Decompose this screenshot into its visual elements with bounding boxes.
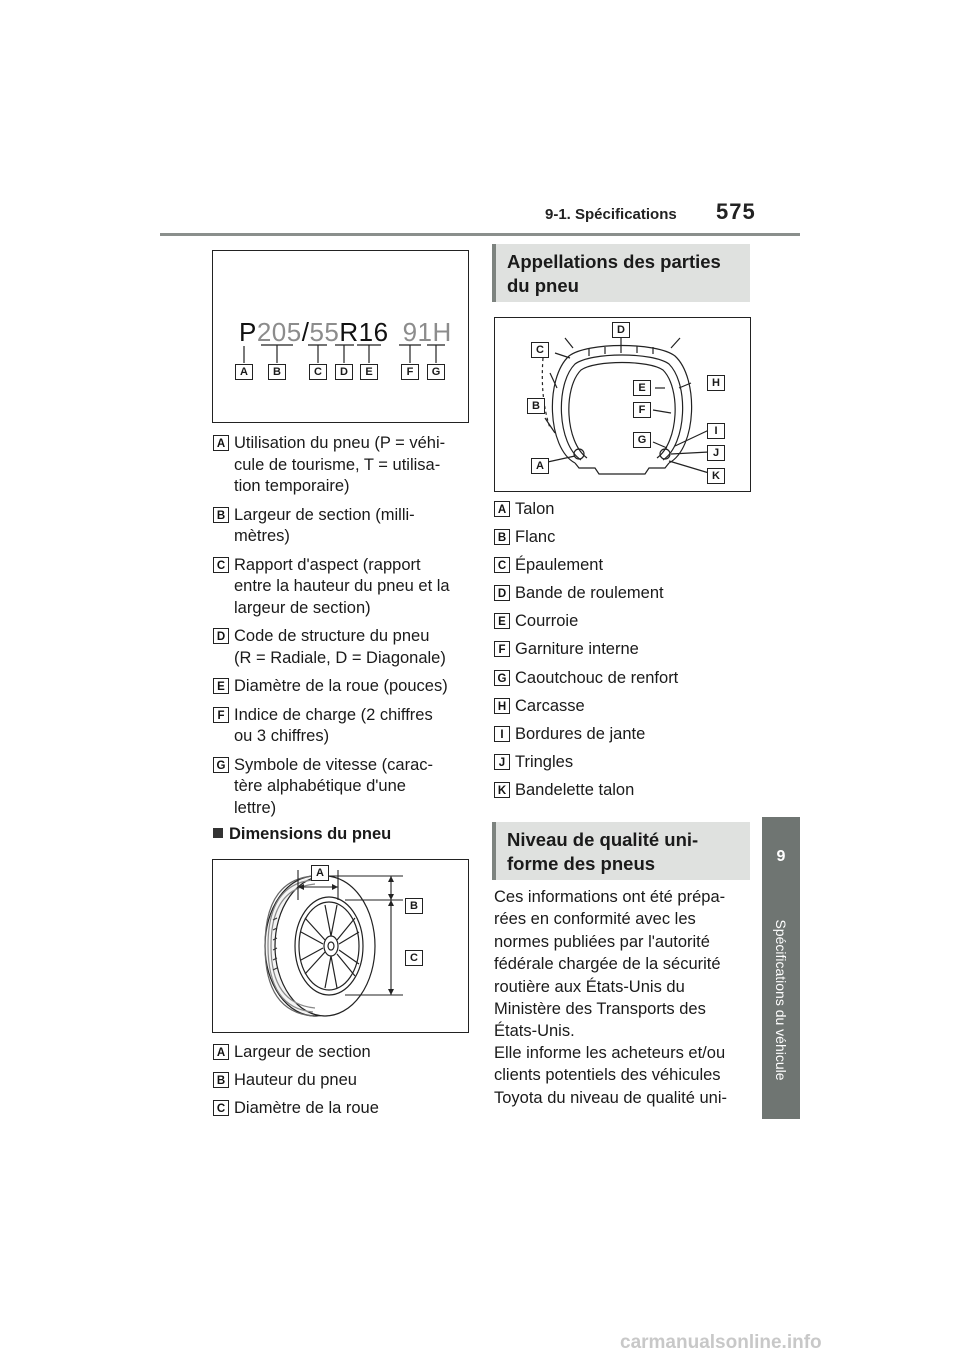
item-letter-tag: E bbox=[213, 678, 229, 694]
part-item bbox=[494, 639, 749, 661]
part-label-a: A bbox=[531, 458, 549, 474]
code-label-e: E bbox=[360, 364, 378, 380]
part-item bbox=[494, 611, 749, 633]
item-letter-tag: B bbox=[213, 507, 229, 523]
item-letter-tag: D bbox=[213, 628, 229, 644]
chapter-title: Spécifications du véhicule bbox=[773, 919, 789, 1081]
item-letter-tag: B bbox=[494, 529, 510, 545]
item-text: Talon bbox=[515, 500, 555, 518]
part-item bbox=[494, 696, 749, 718]
item-letter-tag: B bbox=[213, 1072, 229, 1088]
code-label-b: B bbox=[268, 364, 286, 380]
code-label-f: F bbox=[401, 364, 419, 380]
part-label-f: F bbox=[633, 402, 651, 418]
code-label-d: D bbox=[335, 364, 353, 380]
item-text: Bordures de jante bbox=[515, 724, 646, 743]
item-text: Symbole de vitesse (carac- tère alphabétique d'une lettre) bbox=[234, 755, 433, 817]
section-title: 9-1. Spécifications bbox=[545, 206, 677, 223]
tire-code-segment: 55 bbox=[309, 317, 340, 347]
item-text: Carcasse bbox=[515, 696, 585, 715]
part-label-b: B bbox=[527, 398, 545, 414]
page-number: 575 bbox=[716, 199, 756, 224]
item-text: Bande de roulement bbox=[515, 584, 664, 603]
dimension-item bbox=[213, 1042, 468, 1064]
part-item bbox=[494, 668, 749, 690]
tire-code-item bbox=[213, 626, 468, 669]
item-letter-tag: D bbox=[494, 585, 510, 601]
chapter-number: 9 bbox=[776, 848, 786, 865]
tire-code-segment: P bbox=[239, 317, 257, 347]
item-text: Diamètre de la roue (pouces) bbox=[234, 677, 448, 695]
tire-code-segment: R16 bbox=[339, 317, 389, 347]
code-label-g: G bbox=[427, 364, 445, 380]
part-label-d: D bbox=[612, 322, 630, 338]
tire-code-segment: / bbox=[301, 317, 310, 347]
item-letter-tag: H bbox=[494, 698, 510, 714]
dimension-item bbox=[213, 1070, 468, 1092]
dim-label-a: A bbox=[311, 865, 329, 881]
part-label-i: I bbox=[707, 423, 725, 439]
tire-code-item bbox=[213, 433, 468, 498]
code-label-c: C bbox=[309, 364, 327, 380]
header-rule bbox=[160, 233, 800, 236]
tire-code-segment: 205 bbox=[256, 317, 302, 347]
item-text: Courroie bbox=[515, 612, 579, 631]
tire-wheel-drawing bbox=[213, 860, 468, 1032]
item-text: Diamètre de la roue bbox=[234, 1099, 379, 1117]
parts-list bbox=[494, 499, 749, 808]
item-text: Largeur de section (milli- mètres) bbox=[234, 505, 415, 545]
item-letter-tag: K bbox=[494, 782, 510, 798]
quality-paragraph-2: Elle informe les acheteurs et/ou clients potentiels des véhicules Toyota du niveau de qualité uni- bbox=[494, 1044, 727, 1107]
item-letter-tag: C bbox=[213, 557, 229, 573]
tire-dimensions-figure bbox=[212, 859, 469, 1033]
part-item bbox=[494, 724, 749, 746]
item-text: Utilisation du pneu (P = véhi- cule de tourisme, T = utilisa- tion temporaire) bbox=[234, 434, 446, 495]
part-label-c: C bbox=[531, 342, 549, 358]
square-bullet-icon bbox=[213, 828, 223, 838]
tire-code-figure bbox=[212, 250, 469, 423]
tire-code-item bbox=[213, 705, 468, 748]
part-item bbox=[494, 527, 749, 549]
tire-code-segment: 91H bbox=[402, 317, 452, 347]
code-label-a: A bbox=[235, 364, 253, 380]
dim-label-c: C bbox=[405, 950, 423, 966]
tire-code-leaders bbox=[213, 251, 468, 422]
part-item bbox=[494, 555, 749, 577]
tire-code-item bbox=[213, 755, 468, 820]
item-letter-tag: J bbox=[494, 754, 510, 770]
item-letter-tag: C bbox=[494, 557, 510, 573]
part-label-h: H bbox=[707, 375, 725, 391]
quality-paragraph-1: Ces informations ont été prépa- rées en conformité avec les normes publiées par l'autorité fédérale chargée de la sécurité routière aux États-Unis du Ministère des Transports des États-Unis. bbox=[494, 888, 726, 1041]
part-item bbox=[494, 752, 749, 774]
item-letter-tag: I bbox=[494, 726, 510, 742]
item-letter-tag: A bbox=[494, 501, 510, 517]
item-text: Rapport d'aspect (rapport entre la hauteur du pneu et la largeur de section) bbox=[234, 555, 450, 617]
part-label-g: G bbox=[633, 432, 651, 448]
item-letter-tag: G bbox=[494, 670, 510, 686]
item-text: Largeur de section bbox=[234, 1043, 371, 1061]
quality-section-heading: Niveau de qualité uni- forme des pneus bbox=[492, 822, 750, 880]
item-letter-tag: C bbox=[213, 1100, 229, 1116]
item-text: Garniture interne bbox=[515, 640, 639, 659]
dimensions-heading: Dimensions du pneu bbox=[213, 825, 391, 844]
item-text: Code de structure du pneu (R = Radiale, D = Diagonale) bbox=[234, 627, 446, 667]
tire-code-list bbox=[213, 433, 468, 826]
dim-label-b: B bbox=[405, 898, 423, 914]
item-text: Épaulement bbox=[515, 556, 604, 575]
item-text: Indice de charge (2 chiffres ou 3 chiffres) bbox=[234, 705, 433, 745]
tire-code-item bbox=[213, 505, 468, 548]
part-label-k: K bbox=[707, 468, 725, 484]
item-text: Flanc bbox=[515, 528, 556, 547]
item-letter-tag: E bbox=[494, 613, 510, 629]
part-item bbox=[494, 583, 749, 605]
dimensions-list bbox=[213, 1042, 468, 1126]
tire-code-item bbox=[213, 676, 468, 698]
watermark: carmanualsonline.info bbox=[620, 1332, 822, 1353]
item-letter-tag: F bbox=[494, 641, 510, 657]
part-label-e: E bbox=[633, 380, 651, 396]
tire-section-figure bbox=[494, 317, 751, 492]
item-text: Tringles bbox=[515, 752, 574, 771]
item-letter-tag: A bbox=[213, 1044, 229, 1060]
part-item bbox=[494, 499, 749, 521]
tire-code-item bbox=[213, 555, 468, 620]
item-text: Hauteur du pneu bbox=[234, 1071, 357, 1089]
item-letter-tag: F bbox=[213, 707, 229, 723]
item-letter-tag: G bbox=[213, 757, 229, 773]
dimension-item bbox=[213, 1098, 468, 1120]
part-label-j: J bbox=[707, 445, 725, 461]
item-text: Caoutchouc de renfort bbox=[515, 668, 679, 687]
item-text: Bandelette talon bbox=[515, 780, 635, 799]
parts-section-heading: Appellations des parties du pneu bbox=[492, 244, 750, 302]
item-letter-tag: A bbox=[213, 435, 229, 451]
part-item bbox=[494, 780, 749, 802]
